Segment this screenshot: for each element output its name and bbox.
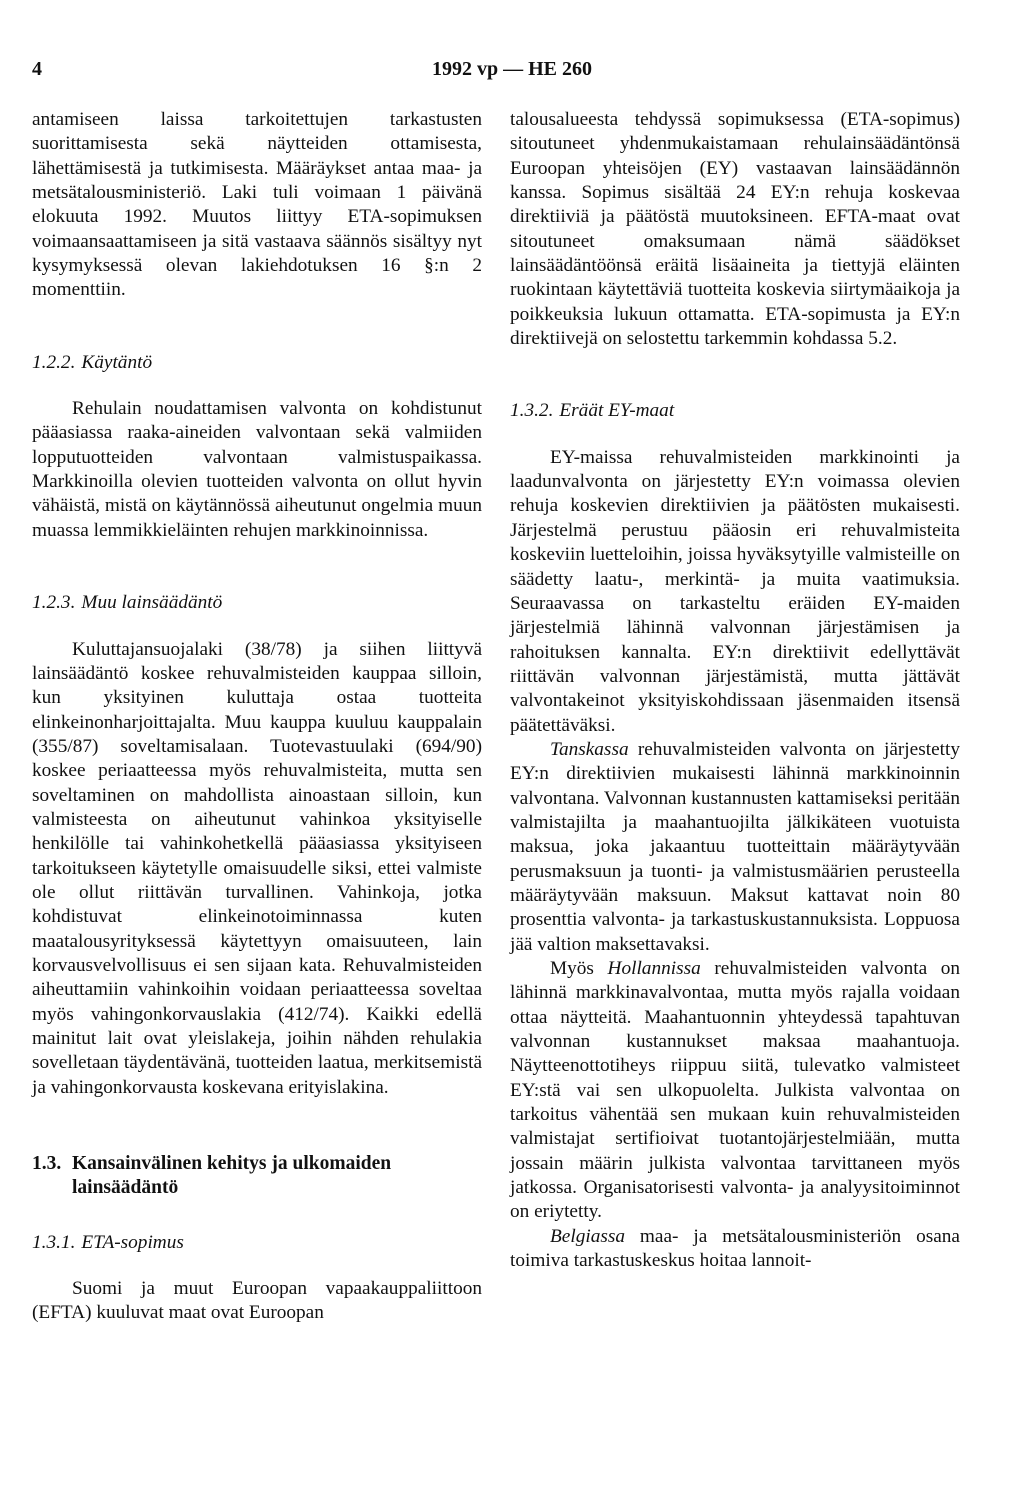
section-heading-13: [32, 1152, 482, 1201]
subsection-title: Käytäntö: [81, 351, 153, 373]
paragraph-123: Kuluttajansuojalaki (38/78) ja siihen liittyvä lainsäädäntö koskee rehuvalmisteiden kauppaa silloin, kun yksityinen kuluttaja ostaa tuotteita elinkeinonharjoittajalta. Muu kauppa kuuluu kauppalain (355/87) soveltamisalaan. Tuotevastuulaki (694/90) koskee periaatteessa myös rehuvalmisteita, mutta sen soveltaminen on mahdollista ainoastaan silloin, kun valmisteesta on aiheutunut vahinkoa yksityiselle henkilölle tai vahinkohetkellä pääasiassa yksityiseen tarkoitukseen käytetylle omaisuudelle siksi, ettei valmiste ole ollut riittävän turvallinen. Vahinkoja, jotka kohdistuvat elinkeinotoiminnassa kuten maatalousyrityksessä käytettyyn omaisuuteen, lain korvausvelvollisuus ei sen sijaan kata. Rehuvalmisteiden aiheuttamiin vahinkoihin voidaan periaatteessa soveltaa myös vahingonkorvauslakia (412/74). Kaikki edellä mainitut lait ovat yleislakeja, joihin nähden rehulakia sovelletaan täydentävänä, tuotteiden laatua, merkitsemistä ja vahingonkorvausta koskevana erityislakina.: [32, 638, 482, 1098]
subsection-heading-132: [510, 399, 960, 423]
paragraph-belgium-text: maa- ja metsätalousministeriön osana toimiva tarkastuskeskus hoitaa lannoit-: [510, 1225, 960, 1272]
subsection-heading-131: [32, 1231, 482, 1255]
subsection-title: Eräät EY-maat: [559, 400, 675, 422]
section-title: Kansainvälinen kehitys ja ulkomaiden lainsäädäntö: [72, 1153, 392, 1199]
paragraph-131: Suomi ja muut Euroopan vapaakauppaliittoon (EFTA) kuuluvat maat ovat Euroopan: [32, 1278, 482, 1324]
subsection-number: 1.3.1.: [32, 1231, 76, 1253]
section-number: 1.3.: [32, 1153, 62, 1175]
subsection-number: 1.3.2.: [510, 400, 554, 422]
term-belgium: Belgiassa: [550, 1225, 625, 1247]
term-denmark: Tanskassa: [550, 738, 629, 760]
page-number: 4: [32, 58, 42, 80]
paragraph-netherlands-text: rehuvalmisteiden valvonta on lähinnä markkinavalvontaa, mutta myös rajalla voidaan ottaa näytteitä. Maahantuonnin yhteydessä tapahtuvan valvonnan kustannukset maksaa maahantuoja. Näytteenottotiheys riippuu siitä, tulevatko valmisteet EY:stä vai sen ulkopuolelta. Julkista valvontaa on tarkoitus vähentää sen mukaan kuin rehuvalmisteiden valmistajat sertifioivat tuotantojärjestelmiään, mutta jossain määrin julkista valvontaa tarvittaneen myös jatkossa. Organisatorisesti valvonta- ja analyysitoiminnot on eriytetty.: [510, 958, 961, 1223]
subsection-heading-123: [32, 591, 482, 615]
subsection-heading-122: [32, 351, 482, 375]
subsection-number: 1.2.3.: [32, 592, 76, 614]
paragraph-denmark-text: rehuvalmisteiden valvonta on järjestetty EY:n direktiivien mukaisesti lähinnä markkinoinnin valvontana. Valvonnan kustannusten kattamiseksi peritään valmistajilta ja maahantuojilta jälkikäteen vuotuista maksua, joka jakaantuu tuotteittain määräytyvään perusmaksuun ja tuonti- ja valmistusmäärien perusteella määräytyvään maksuun. Maksut kattavat noin 80 prosenttia valvonta- ja tarkastuskustannuksista. Loppuosa jää valtion maksettavaksi.: [510, 738, 960, 955]
page-header: [0, 44, 1024, 84]
paragraph-132-1: EY-maissa rehuvalmisteiden markkinointi ja laadunvalvonta on järjestetty EY:n voimassa olevien rehuja koskevien direktiivien ja päätösten mukaisesti. Järjestelmä perustuu pääosin eri rehuvalmisteita koskeviin luetteloihin, joissa hyväksytyille valmisteille on säädetty laatu-, merkintä- ja muita vaatimuksia. Seuraavassa on tarkasteltu eräiden EY-maiden järjestelmiä lähinnä valvonnan järjestämisen ja rahoituksen kannalta. EY:n direktiivit edellyttävät riittävän valvonnan järjestämistä, mutta jättävät valvontakeinot yksityiskohdissaan jäsenmaiden itsensä päätettäväksi.: [510, 446, 960, 736]
left-column: [32, 108, 482, 1326]
right-column: [510, 108, 960, 1273]
subsection-number: 1.2.2.: [32, 351, 76, 373]
paragraph-netherlands-lead: Myös: [550, 958, 608, 979]
subsection-title: ETA-sopimus: [81, 1231, 184, 1253]
continuation-paragraph: talousalueesta tehdyssä sopimuksessa (ETA-sopimus) sitoutuneet yhdenmukaistamaan rehulainsäädäntönsä Euroopan yhteisöjen (EY) vastaavan lainsäädännön kanssa. Sopimus sisältää 24 EY:n rehuja koskevaa direktiiviä ja päätöstä muutoksineen. EFTA-maat ovat sitoutuneet omaksumaan nämä säädökset lainsäädäntöönsä eräitä lisäaineita ja tiettyjä eläinten ruokintaan käytettäviä tuotteita koskevia siirtymäaikoja ja poikkeuksia lukuun ottamatta. ETA-sopimusta ja EY:n direktiivejä on selostettu tarkemmin kohdassa 5.2.: [510, 109, 960, 350]
paragraph-netherlands: [510, 957, 960, 1225]
intro-paragraph: antamiseen laissa tarkoitettujen tarkastusten suorittamisesta sekä näytteiden ottamisesta, lähettämisestä ja tutkimisesta. Määräykset antaa maa- ja metsätalousministeriö. Laki tuli voimaan 1 päivänä elokuuta 1992. Muutos liittyy ETA-sopimuksen voimaansaattamiseen ja sitä vastaava säännös sisältyy nyt kysymyksessä olevan lakiehdotuksen 16 §:n 2 momenttiin.: [32, 109, 482, 301]
running-title: 1992 vp — HE 260: [431, 58, 593, 80]
subsection-title: Muu lainsäädäntö: [81, 592, 223, 614]
term-netherlands: Hollannissa: [607, 958, 701, 979]
paragraph-belgium: [510, 1225, 960, 1274]
paragraph-122: Rehulain noudattamisen valvonta on kohdistunut pääasiassa raaka-aineiden valvontaan sekä valmiiden lopputuotteiden valvontaan valmistuspaikassa. Markkinoilla olevien tuotteiden valvonta on ollut hyvin vähäistä, mistä on käytännössä aiheutunut ongelmia muun muassa lemmikkieläinten rehujen markkinoinnissa.: [32, 398, 482, 541]
paragraph-denmark: [510, 738, 960, 957]
